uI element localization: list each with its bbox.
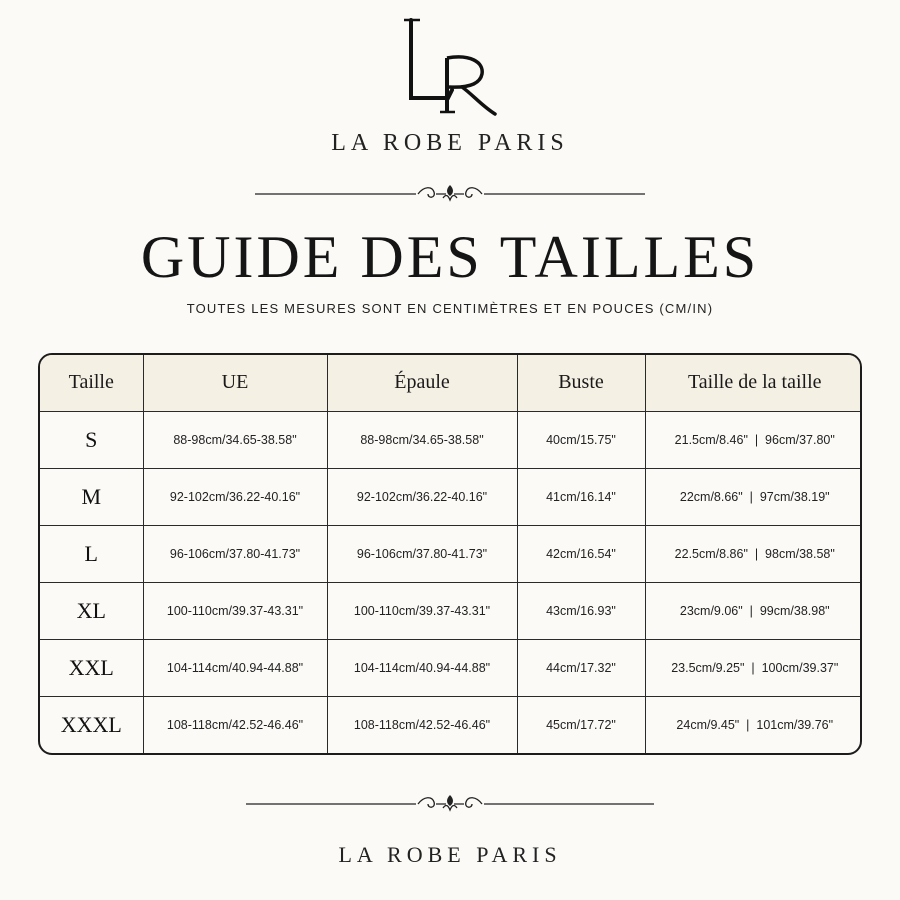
epaule-cell: 104-114cm/40.94-44.88" <box>327 639 517 696</box>
size-cell: XL <box>40 582 143 639</box>
scroll-ornament-icon <box>0 794 900 814</box>
size-cell: M <box>40 468 143 525</box>
scroll-ornament-icon <box>0 184 900 204</box>
size-cell: XXXL <box>40 696 143 753</box>
header-ue: UE <box>143 355 327 411</box>
table-row <box>40 468 862 525</box>
size-cell: XXL <box>40 639 143 696</box>
page-title: GUIDE DES TAILLES <box>140 224 760 290</box>
epaule-cell: 88-98cm/34.65-38.58" <box>327 411 517 468</box>
ue-cell: 100-110cm/39.37-43.31" <box>143 582 327 639</box>
table-row <box>40 582 862 639</box>
lr-monogram-logo <box>0 14 900 124</box>
buste-cell: 45cm/17.72" <box>517 696 645 753</box>
epaule-cell: 92-102cm/36.22-40.16" <box>327 468 517 525</box>
table-row <box>40 411 862 468</box>
epaule-cell: 100-110cm/39.37-43.31" <box>327 582 517 639</box>
buste-cell: 40cm/15.75" <box>517 411 645 468</box>
header-taille-de-la-taille: Taille de la taille <box>645 355 862 411</box>
ue-cell: 92-102cm/36.22-40.16" <box>143 468 327 525</box>
table-row <box>40 525 862 582</box>
ue-cell: 88-98cm/34.65-38.58" <box>143 411 327 468</box>
size-cell: S <box>40 411 143 468</box>
buste-cell: 41cm/16.14" <box>517 468 645 525</box>
taille-cell: 24cm/9.45" | 101cm/39.76" <box>645 696 862 753</box>
header-epaule: Épaule <box>327 355 517 411</box>
ue-cell: 108-118cm/42.52-46.46" <box>143 696 327 753</box>
ue-cell: 96-106cm/37.80-41.73" <box>143 525 327 582</box>
header-buste: Buste <box>517 355 645 411</box>
brand-name-bottom: LA ROBE PARIS <box>338 842 562 867</box>
taille-cell: 23cm/9.06" | 99cm/38.98" <box>645 582 862 639</box>
ue-cell: 104-114cm/40.94-44.88" <box>143 639 327 696</box>
table-row <box>40 696 862 753</box>
epaule-cell: 108-118cm/42.52-46.46" <box>327 696 517 753</box>
brand-name-top: LA ROBE PARIS <box>331 130 569 156</box>
page-subtitle: TOUTES LES MESURES SONT EN CENTIMÈTRES ET EN POUCES (CM/IN) <box>186 301 714 316</box>
header-taille: Taille <box>40 355 143 411</box>
taille-cell: 21.5cm/8.46" | 96cm/37.80" <box>645 411 862 468</box>
taille-cell: 22.5cm/8.86" | 98cm/38.58" <box>645 525 862 582</box>
table-header-row <box>40 355 862 411</box>
epaule-cell: 96-106cm/37.80-41.73" <box>327 525 517 582</box>
buste-cell: 43cm/16.93" <box>517 582 645 639</box>
size-cell: L <box>40 525 143 582</box>
size-table <box>38 353 862 755</box>
taille-cell: 23.5cm/9.25" | 100cm/39.37" <box>645 639 862 696</box>
buste-cell: 44cm/17.32" <box>517 639 645 696</box>
taille-cell: 22cm/8.66" | 97cm/38.19" <box>645 468 862 525</box>
buste-cell: 42cm/16.54" <box>517 525 645 582</box>
table-row <box>40 639 862 696</box>
